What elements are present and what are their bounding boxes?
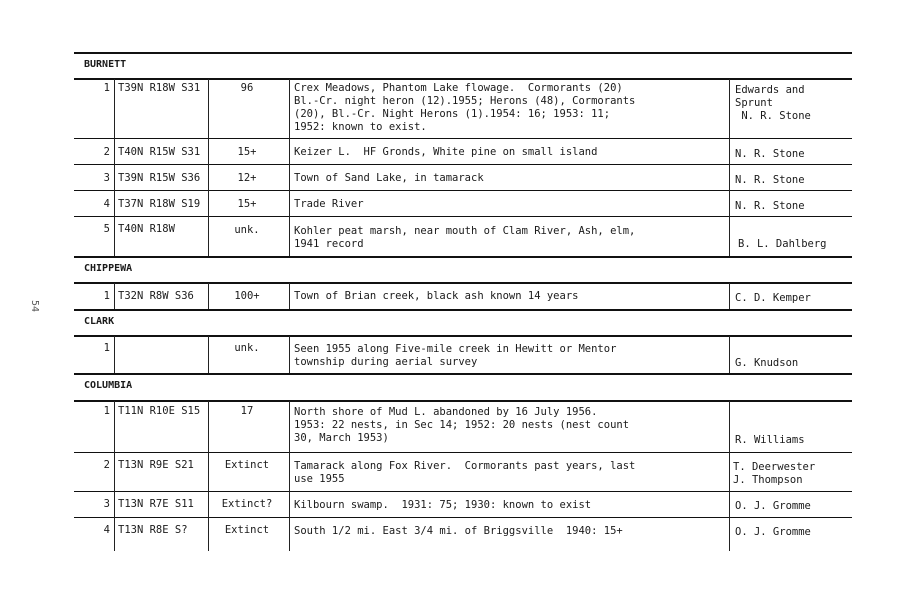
location-cell: T32N R8W S36 xyxy=(118,290,194,302)
section-header-columbia: COLUMBIA xyxy=(84,380,133,391)
description-cell: North shore of Mud L. abandoned by 16 July 1956. 1953: 22 nests, in Sec 14; 1952: 20 nests (nest count 30, March 1953) xyxy=(294,406,630,444)
description-cell: Crex Meadows, Phantom Lake flowage. Cormorants (20) Bl.-Cr. night heron (12).1955; Herons (48), Cormorants (20), Bl.-Cr. Night Herons (1).1954: 16; 1953: 11; 1952: known to exist. xyxy=(294,82,636,133)
rule xyxy=(74,52,852,54)
observer-cell: N. R. Stone xyxy=(735,200,805,212)
rule xyxy=(74,517,852,518)
location-cell: T40N R18W xyxy=(118,223,175,235)
location-cell: T39N R15W S36 xyxy=(118,172,201,184)
page-number: 54 xyxy=(29,300,40,313)
observer-cell: T. Deerwester J. Thompson xyxy=(733,461,816,486)
location-cell: T39N R18W S31 xyxy=(118,82,201,94)
row-number: 3 xyxy=(103,172,110,184)
description-cell: Keizer L. HF Gronds, White pine on small island xyxy=(294,146,598,158)
row-number: 4 xyxy=(103,198,110,210)
column-divider xyxy=(729,79,730,256)
observer-cell: G. Knudson xyxy=(735,357,799,369)
description-cell: Town of Sand Lake, in tamarack xyxy=(294,172,484,184)
rule xyxy=(74,282,852,284)
observer-cell: R. Williams xyxy=(735,434,805,446)
count-cell: 100+ xyxy=(234,290,260,302)
rule xyxy=(74,335,852,337)
column-divider xyxy=(729,336,730,373)
column-divider xyxy=(114,79,115,256)
location-cell: T11N R10E S15 xyxy=(118,405,201,417)
observer-cell: N. R. Stone xyxy=(735,174,805,186)
count-cell: Extinct? xyxy=(221,498,273,510)
description-cell: Kohler peat marsh, near mouth of Clam River, Ash, elm, 1941 record xyxy=(294,225,636,250)
count-cell: 15+ xyxy=(237,146,257,158)
rule xyxy=(74,309,852,311)
location-cell: T13N R8E S? xyxy=(118,524,188,536)
observer-cell: O. J. Gromme xyxy=(735,500,811,512)
observer-cell: O. J. Gromme xyxy=(735,526,811,538)
column-divider xyxy=(208,79,209,256)
column-divider xyxy=(208,283,209,309)
rule xyxy=(74,216,852,217)
column-divider xyxy=(289,401,290,551)
row-number: 2 xyxy=(103,459,110,471)
row-number: 1 xyxy=(103,405,110,417)
section-header-chippewa: CHIPPEWA xyxy=(84,263,133,274)
count-cell: unk. xyxy=(234,342,260,354)
rule xyxy=(74,256,852,258)
count-cell: 17 xyxy=(240,405,254,417)
row-number: 4 xyxy=(103,524,110,536)
observer-cell: N. R. Stone xyxy=(735,148,805,160)
column-divider xyxy=(289,79,290,256)
observer-cell: C. D. Kemper xyxy=(735,292,811,304)
rule xyxy=(74,138,852,139)
count-cell: 12+ xyxy=(237,172,257,184)
row-number: 1 xyxy=(103,290,110,302)
description-cell: Seen 1955 along Five-mile creek in Hewitt or Mentor township during aerial survey xyxy=(294,343,617,368)
location-cell: T37N R18W S19 xyxy=(118,198,201,210)
column-divider xyxy=(729,283,730,309)
count-cell: Extinct xyxy=(224,524,270,536)
description-cell: South 1/2 mi. East 3/4 mi. of Briggsville 1940: 15+ xyxy=(294,525,623,537)
section-header-burnett: BURNETT xyxy=(84,59,127,70)
column-divider xyxy=(289,283,290,309)
description-cell: Town of Brian creek, black ash known 14 years xyxy=(294,290,579,302)
rule xyxy=(74,452,852,453)
description-cell: Tamarack along Fox River. Cormorants past years, last use 1955 xyxy=(294,460,636,485)
column-divider xyxy=(114,401,115,551)
rule xyxy=(74,164,852,165)
rule xyxy=(74,373,852,375)
column-divider xyxy=(114,336,115,373)
column-divider xyxy=(208,401,209,551)
column-divider xyxy=(208,336,209,373)
column-divider xyxy=(114,283,115,309)
count-cell: 96 xyxy=(240,82,254,94)
count-cell: 15+ xyxy=(237,198,257,210)
count-cell: Extinct xyxy=(224,459,270,471)
count-cell: unk. xyxy=(234,224,260,236)
location-cell: T13N R7E S11 xyxy=(118,498,194,510)
row-number: 1 xyxy=(103,82,110,94)
rule xyxy=(74,190,852,191)
column-divider xyxy=(289,336,290,373)
row-number: 2 xyxy=(103,146,110,158)
rule xyxy=(74,78,852,80)
observer-cell: Edwards and Sprunt N. R. Stone xyxy=(735,84,811,122)
observer-cell: B. L. Dahlberg xyxy=(738,238,827,250)
rule xyxy=(74,491,852,492)
description-cell: Trade River xyxy=(294,198,364,210)
location-cell: T13N R9E S21 xyxy=(118,459,194,471)
section-header-clark: CLARK xyxy=(84,316,115,327)
location-cell: T40N R15W S31 xyxy=(118,146,201,158)
description-cell: Kilbourn swamp. 1931: 75; 1930: known to exist xyxy=(294,499,592,511)
row-number: 3 xyxy=(103,498,110,510)
row-number: 5 xyxy=(103,223,110,235)
row-number: 1 xyxy=(103,342,110,354)
rule xyxy=(74,400,852,402)
column-divider xyxy=(729,401,730,551)
